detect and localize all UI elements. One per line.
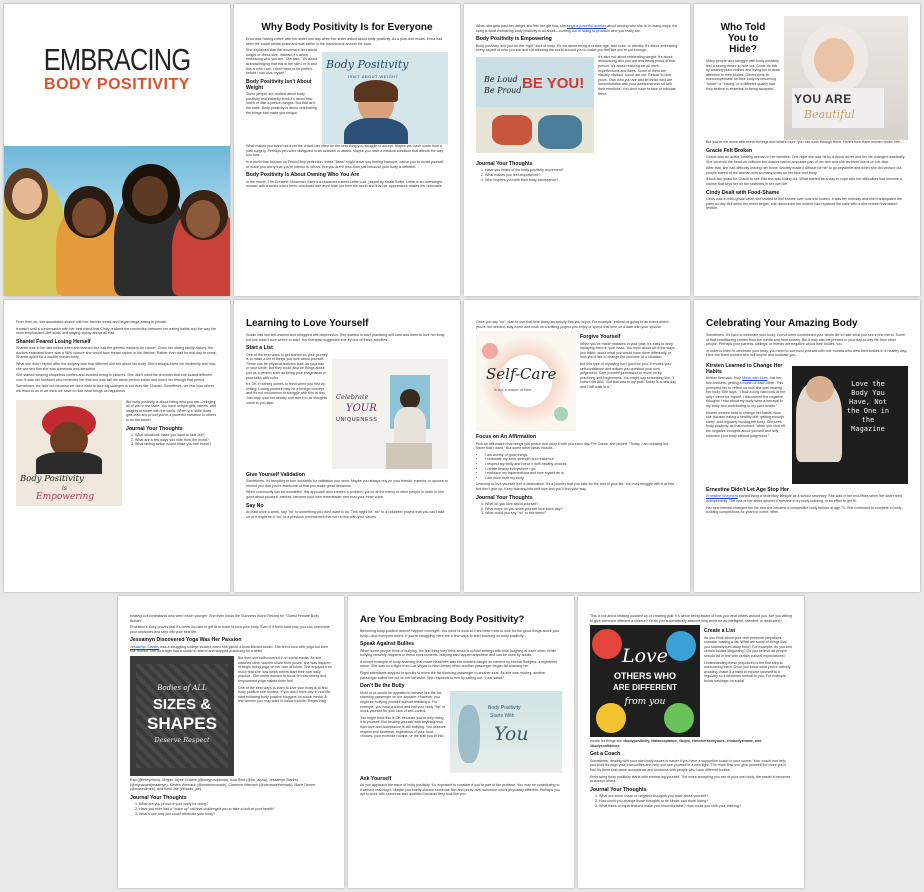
- image-caption: Starts With: [490, 712, 515, 719]
- self-care-image: [476, 331, 576, 431]
- paragraph: Becoming body positive doesn't happen overnight. You need to work at it and learn how to look for the good things about your body—and everyone else's. If you're struggling, here are a few ways to start focusing on body positivity...: [360, 629, 560, 638]
- paragraph: Flight attendants stepped in quickly to move the fat-shaming passenger to another seat. As she was moving, another passenger called her out on her behavior. She responds to him by calling out, "I eat salad.": [360, 671, 546, 680]
- cover-title: [4, 44, 230, 94]
- paragraph: Ernestine's story proves that it's never too late to get fit or learn to love your body. Even if it feels hard now, you can overcome your obstacles and step into your best life.: [130, 625, 330, 634]
- body-positivity-image: [322, 52, 448, 144]
- image-caption: Body Positivity: [20, 473, 84, 484]
- journal-questions: [130, 802, 332, 816]
- paragraph: [706, 494, 908, 503]
- section-heading: Body Positivity Isn't About Weight: [246, 78, 312, 91]
- love-the-body-image: [792, 366, 908, 484]
- image-subcaption: ISN'T ABOUT WEIGHT: [348, 74, 399, 80]
- title-line: You to: [727, 33, 759, 44]
- paragraph: Some people are content about body positivity and instantly think it's about how much or little a person weighs. But that isn't the case. Body positivity is about celebrating the things that make you unique.: [246, 92, 317, 115]
- paragraph: In order to learn to celebrate your body, you need to surround yourself with role models who view their bodies in a healthy way. Here are three women who will inspire and motivate you...: [706, 348, 908, 358]
- paragraph: beating out contestants who were much younger. She even holds the Guinness World Record for "Oldest Female Body Builder".: [130, 614, 319, 623]
- image-caption: Bodies of ALL: [157, 684, 207, 693]
- cover-page: [4, 4, 230, 296]
- section-heading: Say No: [246, 502, 264, 509]
- paragraph: Cindy was in third-grade when she started to feel shame over how she looked. It was her birthday and she'd anticipated the party all day. But when the event began, she discovered her mother had replaced the cake with a diet version that tasted terrible.: [706, 197, 902, 211]
- paragraph: From then on, she associated shame with her favorite treats and began binge-eating in private.: [16, 320, 167, 324]
- section-heading: Gracie Felt Broken: [706, 147, 753, 154]
- list-item: • I celebrate my inner strength and resilience.: [485, 457, 678, 462]
- paragraph: Once you say "no", plan to use that time doing an activity that you enjoy. For example, instead of going to an event where you're not needed, stay home and work on a knitting project you enjoy or spend that time on a date with your spouse.: [476, 320, 669, 329]
- list-item: 1. What are you proud of your body for doing?: [139, 802, 332, 807]
- paragraph: When some people think of bullying, the first thing they think about is school settings with kids laughing at each other. While bullying certainly happens in these environments, bullying can happen anywhere and can be done by adults.: [360, 648, 557, 658]
- paragraph: Most of us would be appalled to behave like the fat-shaming passenger on the airplane. However, you might be bullying yourself without realizing it. For example, you have a donut and call your body "fat" or mock yourself for your lack of self-control.: [360, 690, 446, 714]
- paragraph: [590, 739, 792, 748]
- section-heading: Journal Your Thoughts: [126, 425, 183, 432]
- section-heading: Give Yourself Validation: [246, 471, 305, 478]
- list-item: 1. What do you love about yourself?: [485, 502, 678, 507]
- hashtags: #bodypositivity, #fatacceptance, #bopo, #loveherasimyours, #nobodyshame, and #bodyconfidence.: [590, 739, 762, 748]
- list-item: • I am worthy of good things.: [485, 453, 678, 458]
- paragraph: While community can be wonderful, this approach also creates a problem: you're at the mercy of other people in order to feel good about yourself. Instead, become your own cheerleader and trust your inner voice.: [246, 490, 445, 499]
- starts-with-you-image: [450, 691, 562, 773]
- list-item: • I respect my body and honor it with healthy choices.: [485, 462, 678, 467]
- title-line: Who Told: [720, 22, 766, 33]
- image-caption: SIZES &: [152, 696, 212, 714]
- paragraph-text: Kirsten Wemack, from: [706, 376, 742, 381]
- section-heading: Get a Coach: [590, 751, 621, 758]
- paragraph: Sometimes, dealing with your own body issues is easier if you have a supportive coach in your corner. Your coach can help you work through your insecurities and help you see yourself in a new light. The more time you give yourself the more you'll find it's there that same acceptance and kindness with people who have different bodies.: [590, 758, 786, 773]
- paragraph: After that, she had difficulty leaving her home. Anxiety made it difficult for her to go anywhere and when she did venture out, people stared at the woman with so many scars on her face and body.: [706, 166, 903, 175]
- page-self-care: [464, 300, 690, 592]
- section-heading: Ask Yourself: [360, 775, 392, 782]
- list-item: 3. What could you say "no" to this week?: [485, 511, 678, 516]
- paragraph-text: started living a sedentary lifestyle as a school secretary. She was in her mid-fifties when her sister died unexpectedly. The loss of her sister spurred Ernestine to try body-building, in an effort to get fit.: [706, 494, 902, 504]
- image-caption: ARE DIFFERENT: [613, 683, 677, 693]
- paragraph: As you think about your own personal prejudices, consider making a list. What are some of things that you naturally turn away from? For example, do you find certain bodies disgusting? Do you believe all people should fall in line with certain cultural expectations?: [704, 635, 792, 659]
- paragraph: [476, 24, 678, 33]
- list-item: 2. What makes you feel empowered?: [485, 173, 678, 178]
- paragraph: She started wearing shapeless clothes and avoided being in pictures. She didn't want the reminder that she looked different now. It was her husband who reminded her that she was still the same person inside and loved her through that period.: [16, 373, 213, 382]
- paragraph: Kirsten worked hard to change her habits. Now, she focuses eating a healthy diet, getting enough sleep, and regularly moving her body. She sees body positivity as that moment "when you shut off the negative thoughts about yourself and fully embrace your body without judgement.": [706, 410, 785, 438]
- journal-questions: [590, 794, 792, 808]
- image-caption: is: [62, 484, 67, 492]
- paragraph: Rao (@thirtyinfurs), Megan Jayne Crabbe (@bodyposipanda), Isha Reid (@for_aisha), Jessamyn Stanley (@mynameisjessamyn), Kirsten Wemack (@kirstenwomack), Clarenne Wemack (@cleowwethemack), Marie Denee (@mariedenee), and Kelsi Jae (@bolds_jae).: [130, 778, 315, 792]
- page-are-you-embracing: [348, 596, 574, 888]
- section-heading: Journal Your Thoughts: [130, 794, 187, 801]
- page-title: Are You Embracing Body Positivity?: [360, 614, 525, 625]
- paragraph: [130, 645, 332, 654]
- section-heading: Body Positivity Is About Owning Who You Are: [246, 172, 360, 179]
- image-caption: YOUR: [346, 402, 377, 414]
- paragraph: Sometimes, it's hard to celebrate your body. You've been conditioned your whole life to hate what you see in the mirror. Some of that conditioning comes from the media and from society. But it may also be present in your day-to-day life from other people. Perhaps your parents, siblings, or friends are negative about their bodies, too.: [706, 333, 906, 347]
- paragraph: Pick an affirmation that brings you peace and carry it with you each day. For Susan, she picked: "Today, I am creating the future that I want." But some other ideas include...: [476, 441, 669, 451]
- paragraph: [706, 376, 788, 408]
- page-learning-to-love-yourself: [234, 300, 460, 592]
- paragraph: Learning to love yourself isn't a destination. It's a journey that you take for the rest of your life. You may struggle with it at first but don't give up. Keep learning into self-love and you'll find your way.: [476, 482, 674, 492]
- paragraph: It wasn't until a conversation with her best friend that Cindy realized the connection between her eating habits and the way her mom emphasized diet foods and staying skinny above all else.: [16, 326, 217, 336]
- page-jessamyn: [118, 596, 344, 888]
- affirmation-list: [476, 453, 678, 481]
- paragraph: Many people who struggle with body positivity feel a strong desire to hide out. Some do this by wearing plain clothes and trying not to draw attention to their bodies. Others work to overcompensate for their body by becoming "smart" or "strong" or a different quality that they believe is essential to being accepted.: [706, 59, 780, 91]
- paragraph-text: , lost her two brothers, getting a month of each other. This prompted her to reflect on how she was treating her body. She says, "I took a long hard look at the way I cared for myself. I discovered the negative thoughts I had about my body were a betrayal to my body and contributing to my poor health.": [706, 376, 786, 409]
- paragraph: In a world that focuses on PhotoShop perfection, these "flaws" might leave you feeling insecure, cause you to doubt yourself, or make you worry that you're inferior to others. But you aren't less-than just because your body is different.: [246, 159, 445, 169]
- paragraph: Body positivity isn't just for the "right" kind of body. It's not about being a certain age, skin color, or identity. It's about embracing every aspect of who you are and not allowing the world around you to make you feel like you're not enough.: [476, 43, 678, 53]
- paragraph-text: media for things like: [590, 739, 622, 744]
- paragraph: What makes you stand out from the crowd can often be the very thing you struggle to accept. Maybe you have scars from a past surgery. Perhaps you were disfigured in an accident or attack. Maybe you have a medical condition that affects the way you look.: [246, 144, 444, 158]
- image-caption: You: [494, 722, 529, 745]
- paragraph: But body positivity is about being who you are—bringing all of you to the table. You have unique gifts, talents, and insights to share with the world. When you stifle those gifts lead and proud you're a powerful invitation to others to do the same!: [126, 399, 216, 422]
- section-heading: Speak Against Bullies: [360, 641, 415, 648]
- image-caption: Deserve Respect: [154, 736, 210, 745]
- list-item: 1. What situations make you want to hide out?: [135, 433, 218, 438]
- paragraph: She explained that the movement isn't about weight or dress size. Instead, it's about embracing who you are. She said, "It's about acknowledging that this is the skin I'm in and this is who I am. I don't have to be perfect before I can love myself.": [246, 48, 318, 76]
- image-caption: SHAPES: [147, 714, 217, 734]
- paragraph: As you approach the issue of body positivity, it's important to consider if you're part of the problem. You may be contributing to it without realizing it. Maybe you subtly choose someone thin and pretty over someone who's physically different. Perhaps you opt to work with someone less qualified because they look like you.: [360, 783, 560, 797]
- list-item: • I am more than my body.: [485, 476, 678, 481]
- page-celebrating-your-body: [694, 300, 920, 592]
- paragraph: It's OK if nothing comes to mind when you first try writing. Loving yourself may be a foreign concept and it's not uncommon to struggle with this at first. Just keep your list nearby and add it to as thoughts come to you later.: [246, 382, 328, 405]
- love-others-image: [590, 625, 700, 737]
- you-are-beautiful-image: [784, 16, 908, 140]
- list-item: 1. Have you heard of the body positivity movement?: [485, 168, 678, 173]
- page-love-others: [578, 596, 804, 888]
- paragraph: In the movie, The Greatest Showman, there's a character names Lettie Lutz, played by Keala Settle. Lettie is an overweight woman with a beard who's been convinced she must hide out from the world and that her appearance makes her unlovable.: [246, 179, 443, 189]
- paragraph-text: was a struggling college student when she joined a local Bikram studio. She fell in love with yoga but then she moved. She no longer had a studio to attend and stopped practicing for a while.: [130, 644, 328, 654]
- paragraph: A recent example of body-shaming that made headlines was the incident caught on camera by Nonna Rodgers, a registered nurse. She was on a flight from Las Vegas to New Jersey when another passenger began fat-shaming her.: [360, 659, 558, 669]
- image-caption: OTHERS WHO: [614, 671, 676, 682]
- paragraph: Erica was having coffee with her sister one day when her sister asked about body positivity. As a plus-size model, Erica had seen the social media posts and was active in the discussions around the topic.: [246, 37, 443, 46]
- image-caption: Be Proud: [484, 85, 522, 95]
- list-item: • I create beauty everywhere I go.: [485, 467, 678, 472]
- image-caption: Beautiful: [804, 108, 855, 121]
- page-title: Learning to Love Yourself: [246, 318, 369, 329]
- image-caption: Celebrate: [336, 392, 369, 401]
- paragraph: Sometimes, we hide out because we don't want to face big changes in our lives like Shantel. Sometimes, we fear how others will react to us or we think we have to hide what brings us happiness.: [16, 384, 215, 394]
- jessamyn-stanley-link[interactable]: Jessamyn Stanley: [130, 644, 160, 649]
- paragraph: Sometimes, it's tempting to turn outwards for validation you need. Maybe you always rely on your friends, parents, or spouse to remind you that you're awesome or that you make great decisions.: [246, 479, 448, 488]
- image-caption: UNIQUENESS: [336, 416, 378, 423]
- section-heading: Start a List: [246, 345, 273, 352]
- paragraph: This is not about beating yourself up or creating guilt. It's about being aware of how you treat others around you. Are you willing to give someone different a chance? Or do you automatically assume they won't be as intelligent, talented, or dedicated?: [590, 614, 792, 623]
- page-why-body-positivity: [234, 4, 460, 296]
- image-caption: Be Loud: [484, 74, 518, 84]
- paragraph: What she didn't expect after the surgery was how different she felt about her body. She'd always loved her femininity and now, she worried that she was somehow less attractive.: [16, 362, 217, 371]
- image-caption: Self-Care: [486, 365, 557, 384]
- moon-with-mum-link[interactable]: Moon with Mum: [742, 376, 768, 381]
- paragraph: Her new interest changed her life and she became a competitive body builder at age 71. She continued to compete in body-building competitions for years to come, often: [706, 505, 903, 515]
- paragraph: One of the best ways to get started on your journey is to make a list of things you love about yourself. These can be physical features such as your hair or your smile. But they could also be things about you as a person such as being your imagination or your skills with color.: [246, 352, 328, 380]
- list-item: 2. What are a few ways you hide from the world?: [135, 438, 218, 443]
- paragraph: But then she rediscovered it on social media. As she watched other women share their poses, she was inspired to begin doing yoga on her own at home. She enjoyed it so much that she now helps others start their own daily practice. She wants women to focus on how strong and empowered yoga makes them feel.: [238, 656, 332, 684]
- list-item: • I embrace my imperfections and love myself as is.: [485, 471, 678, 476]
- paragraph: It's also not about celebrating weight. It's about announcing who you are and being proud of that person. It's about realizing we all have imperfections and flaws. Some of them are visually obvious, some are not. Refuse to hide yours. Own who you are and let those who are uncomfortable with your awesomeness sit with their emotions. You don't have to take or educate them.: [598, 54, 676, 96]
- image-caption: is not a waste of time: [494, 387, 532, 393]
- celebrate-uniqueness-image: [332, 359, 448, 469]
- paragraph: It took two years for Gracie to see that she was hiding out. What started as a way to cope with her difficulties had become a routine that kept her on the sidelines in her own life.: [706, 177, 902, 187]
- section-heading: Jessamyn Discovered Yoga Was Her Passion: [130, 637, 242, 644]
- list-item: 2. What ways do you show yourself love each day?: [485, 507, 678, 512]
- section-heading: Don't Be the Bully: [360, 683, 405, 690]
- image-caption: Body Positivity: [326, 58, 409, 72]
- paragraph: Gracie was an active, healthy woman in her twenties. One night she was hit by a drunk driver and her life changed drastically. She survived the head-on collision but doctors had to amputate part of her arm and she received burns on her face.: [706, 155, 906, 164]
- cover-photo: [4, 146, 230, 296]
- paragraph: One of the best ways to learn to love your body is to find body positive role models. If you don't have any in real life, start following body positive bloggers on social media. A few women you may want to follow include: Regini Nag: [238, 685, 331, 704]
- paragraph: At least once a week, say "no" to something you don't want to do. This might be "no" to a volunteer project that you can't take on or it might be a "no" to a previous commitment that isn't in line with your values.: [246, 510, 445, 519]
- section-heading: Focus on An Affirmation: [476, 434, 537, 441]
- paragraph: Shantel was in her late forties when she learned she had the genetic markers for cancer. Given her strong family history, the doctors estimated there was a 98% chance she would face breast cancer in her lifetime. Rather than wait for that day to come, Shantel opted for a double mastectomy.: [16, 346, 217, 360]
- image-caption: YOU ARE: [794, 92, 852, 106]
- section-heading: Kirsten Learned to Change Her Habits: [706, 362, 783, 375]
- list-item: 2. Have you ever had a "wake up" call that challenged you to take a look at your health?: [139, 807, 332, 812]
- paragraph: When you've made mistakes in your past, it's easy to keep replaying them in your head. You think about all of the ways you failed, about what you would have done differently, or how you'd like to change the outcome of a situation.: [580, 341, 675, 360]
- image-caption: Love: [621, 645, 669, 668]
- list-item: 3. What's one way you could celebrate your body?: [139, 812, 332, 817]
- page-title: Why Body Positivity Is for Everyone: [261, 22, 433, 33]
- journal-questions: [476, 168, 678, 182]
- section-heading: Create a List: [704, 628, 736, 635]
- paragraph: Embracing body positivity starts with embracing yourself. The more accepting you are of your own body, the easier it becomes to accept others.: [590, 774, 791, 784]
- image-caption: Body Positivity: [488, 704, 521, 711]
- page-title: [706, 22, 780, 55]
- page-who-told-you-to-hide: [694, 4, 920, 296]
- image-caption: Empowering: [36, 491, 95, 502]
- section-heading: Forgive Yourself: [580, 334, 621, 341]
- cover-title-line2: BODY POSITIVITY: [44, 76, 190, 93]
- list-item: 3. What lasting action would make you feel brave?: [135, 442, 218, 447]
- page-empowering: [464, 4, 690, 296]
- page-shantel: [4, 300, 230, 592]
- paragraph: Susan had low self-esteem and struggled with depression. She wanted to start practicing self-care and learn to love her body but she wasn't sure where to start. Her therapist suggested she try one of these activities...: [246, 333, 445, 342]
- section-heading: Journal Your Thoughts: [476, 160, 533, 167]
- image-caption: BE YOU!: [522, 74, 585, 92]
- section-heading: Journal Your Thoughts: [476, 494, 533, 501]
- section-heading: Body Positivity is Empowering: [476, 36, 552, 43]
- section-heading: Shantel Feared Losing Herself: [16, 338, 91, 345]
- list-item: 3. What flaws or imperfections make you uncomfortable? How could you shift your thinking?: [599, 804, 792, 809]
- paragraph: But this type of replaying isn't good for you. It erodes your self-confidence and makes you question your own judgement. Give yourself permission to move on by practicing self-forgiveness. You might say something like, "I knew I did ABC. But that was in my past. Today is a new day and I will walk in it.": [580, 362, 677, 390]
- be-you-image: [476, 57, 594, 153]
- list-item: 1. What are some mean or negative thoughts you have about yourself?: [599, 794, 792, 799]
- paragraph-text: When she gets past her weight and lets her gift flow, she: [476, 24, 566, 28]
- journal-questions: [476, 502, 678, 516]
- paragraph: But you're not alone with these feelings and what's more, you can work through them. Here's how three women broke free...: [706, 140, 903, 144]
- image-caption: Love the Body You Have, Not the One in the Magazine: [846, 379, 890, 433]
- paragraph: You might think this is OK because you're only doing it to yourself. But treating yourself with anything less than love and acceptance is still bullying. You deserve respect and kindness, regardless of your food choices, your exercise routine, or the size you fit into.: [360, 715, 446, 739]
- image-caption: from you: [624, 697, 666, 708]
- paragraph-text: about owning who she is. In many ways, the song is what embracing body positivity is all about—coming out of hiding to proclaim who you really are.: [476, 24, 678, 33]
- cover-title-line1: EMBRACING: [43, 42, 191, 77]
- list-item: 3. Who inspires you with their body acceptance?: [485, 178, 678, 183]
- paragraph: Understanding these prejudices is the first step to overcoming them. Once you know what you're actively avoiding, make it a habit to expose yourself to it regularly so it becomes normal to you. For example, follow hashtags on social: [704, 660, 791, 684]
- section-heading: Ernestine Didn't Let Age Stop Her: [706, 486, 789, 493]
- section-heading: Cindy Dealt with Food-Shame: [706, 189, 780, 196]
- journal-questions: [126, 433, 218, 447]
- ernestine-shepherd-link[interactable]: Ernestine Shepherd: [706, 494, 738, 499]
- title-line: Hide?: [729, 44, 757, 55]
- page-title: Celebrating Your Amazing Body: [706, 318, 858, 329]
- section-heading: Journal Your Thoughts: [590, 786, 647, 793]
- list-item: 2. How could you change those thoughts to be kinder and more loving?: [599, 799, 792, 804]
- song-link[interactable]: sings a powerful number: [566, 24, 607, 28]
- empowering-image: [16, 400, 122, 506]
- sizes-shapes-image: [130, 656, 234, 776]
